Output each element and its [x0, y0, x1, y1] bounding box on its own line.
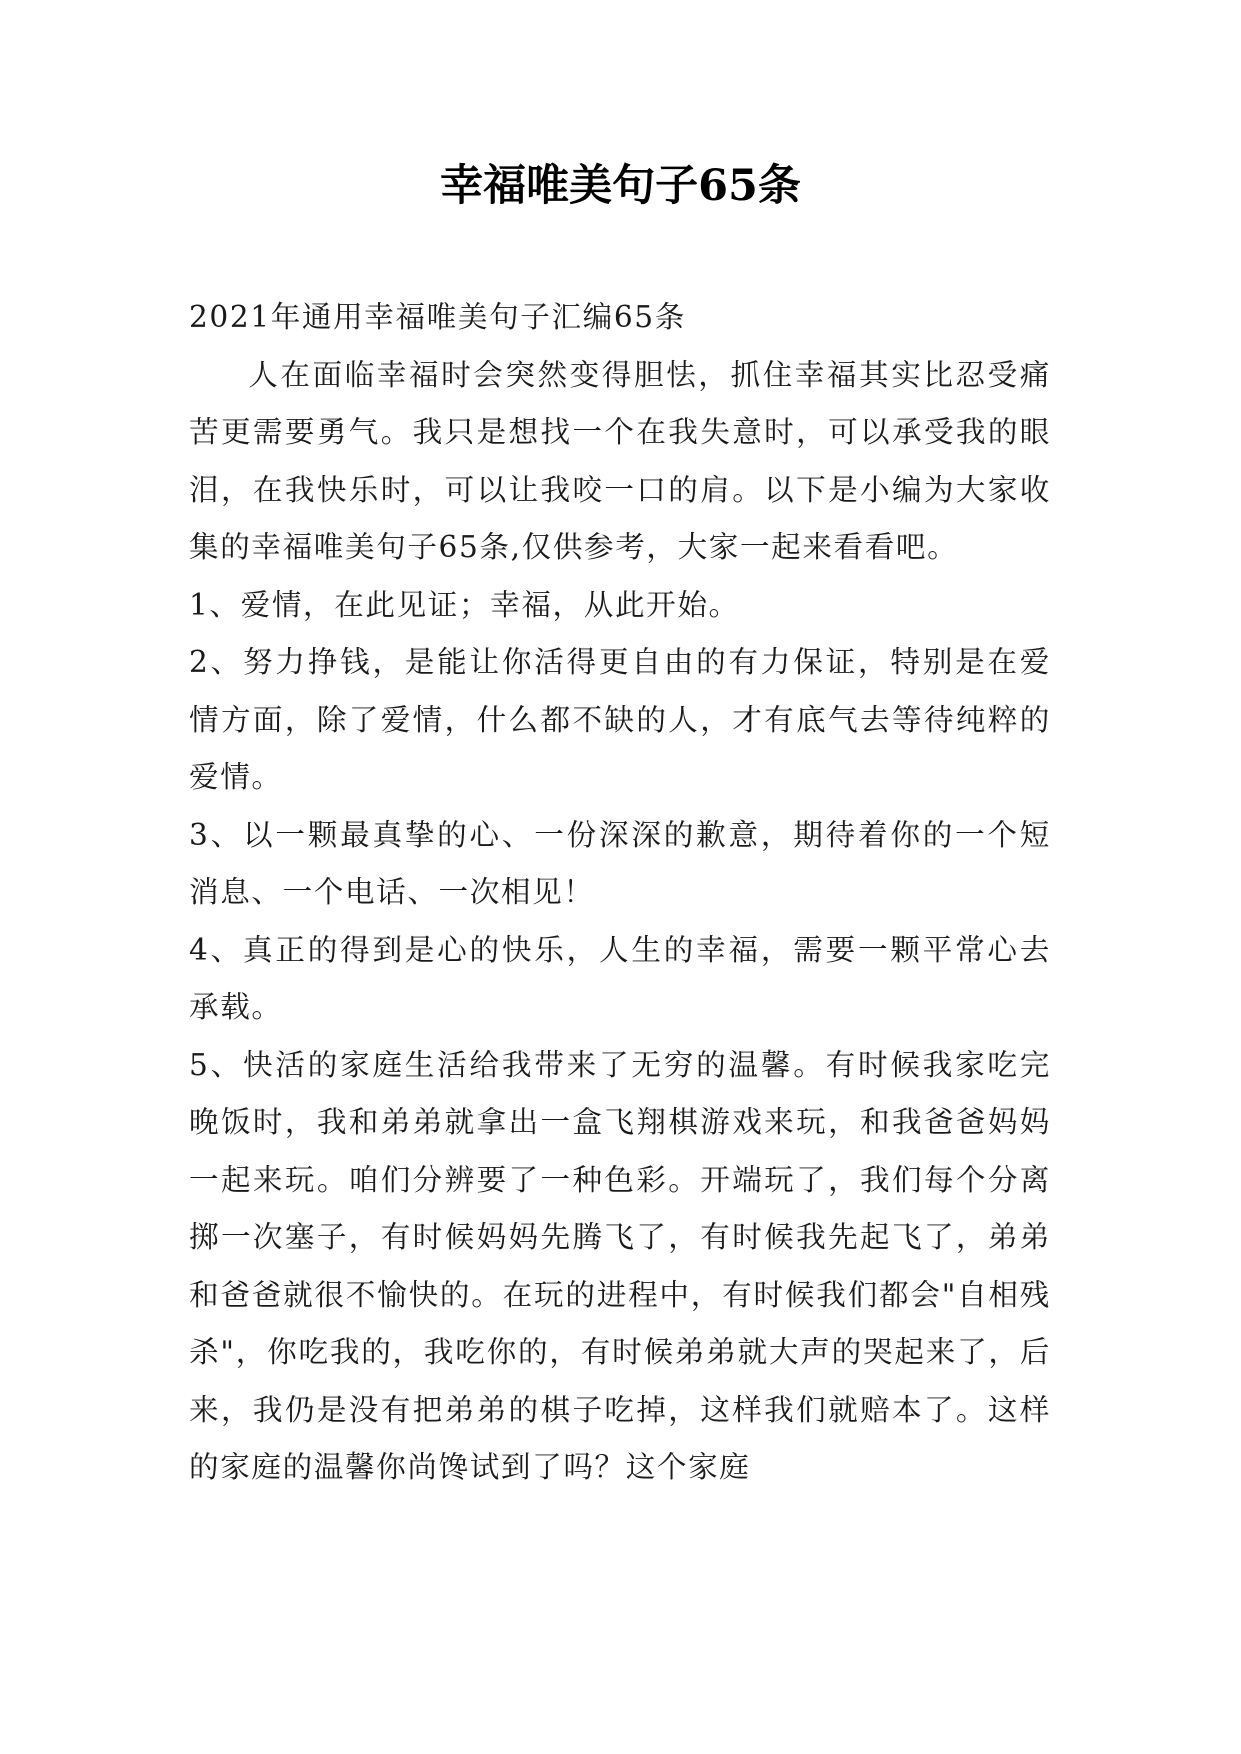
list-item-3: 3、以一颗最真挚的心、一份深深的歉意，期待着你的一个短消息、一个电话、一次相见！ — [189, 817, 1051, 909]
list-item-5: 5、快活的家庭生活给我带来了无穷的温馨。有时候我家吃完晚饭时，我和弟弟就拿出一盒飞翔棋游戏来玩，和我爸爸妈妈一起来玩。咱们分辨要了一种色彩。开端玩了，我们每个分离掷一次塞子，有时候妈妈先腾飞了，有时候我先起飞了，弟弟和爸爸就很不愉快的。在玩的进程中，有时候我们都会"自相残杀"，你吃我的，我吃你的，有时候弟弟就大声的哭起来了，后来，我仍是没有把弟弟的棋子吃掉，这样我们就赔本了。这样的家庭的温馨你尚馋试到了吗？这个家庭 — [189, 1047, 1051, 1484]
list-item-4: 4、真正的得到是心的快乐，人生的幸福，需要一颗平常心去承载。 — [189, 932, 1051, 1024]
list-item-2: 2、努力挣钱，是能让你活得更自由的有力保证，特别是在爱情方面，除了爱情，什么都不缺的人，才有底气去等待纯粹的爱情。 — [189, 645, 1051, 794]
intro-paragraph: 人在面临幸福时会突然变得胆怯，抓住幸福其实比忍受痛苦更需要勇气。我只是想找一个在我失意时，可以承受我的眼泪，在我快乐时，可以让我咬一口的肩。以下是小编为大家收集的幸福唯美句子65条,仅供参考，大家一起来看看吧。 — [189, 357, 1051, 564]
document-title: 幸福唯美句子65条 — [440, 161, 801, 211]
list-item-1: 1、爱情，在此见证；幸福，从此开始。 — [189, 587, 740, 622]
document-body — [189, 289, 1051, 1497]
document-subtitle: 2021年通用幸福唯美句子汇编65条 — [189, 300, 686, 334]
